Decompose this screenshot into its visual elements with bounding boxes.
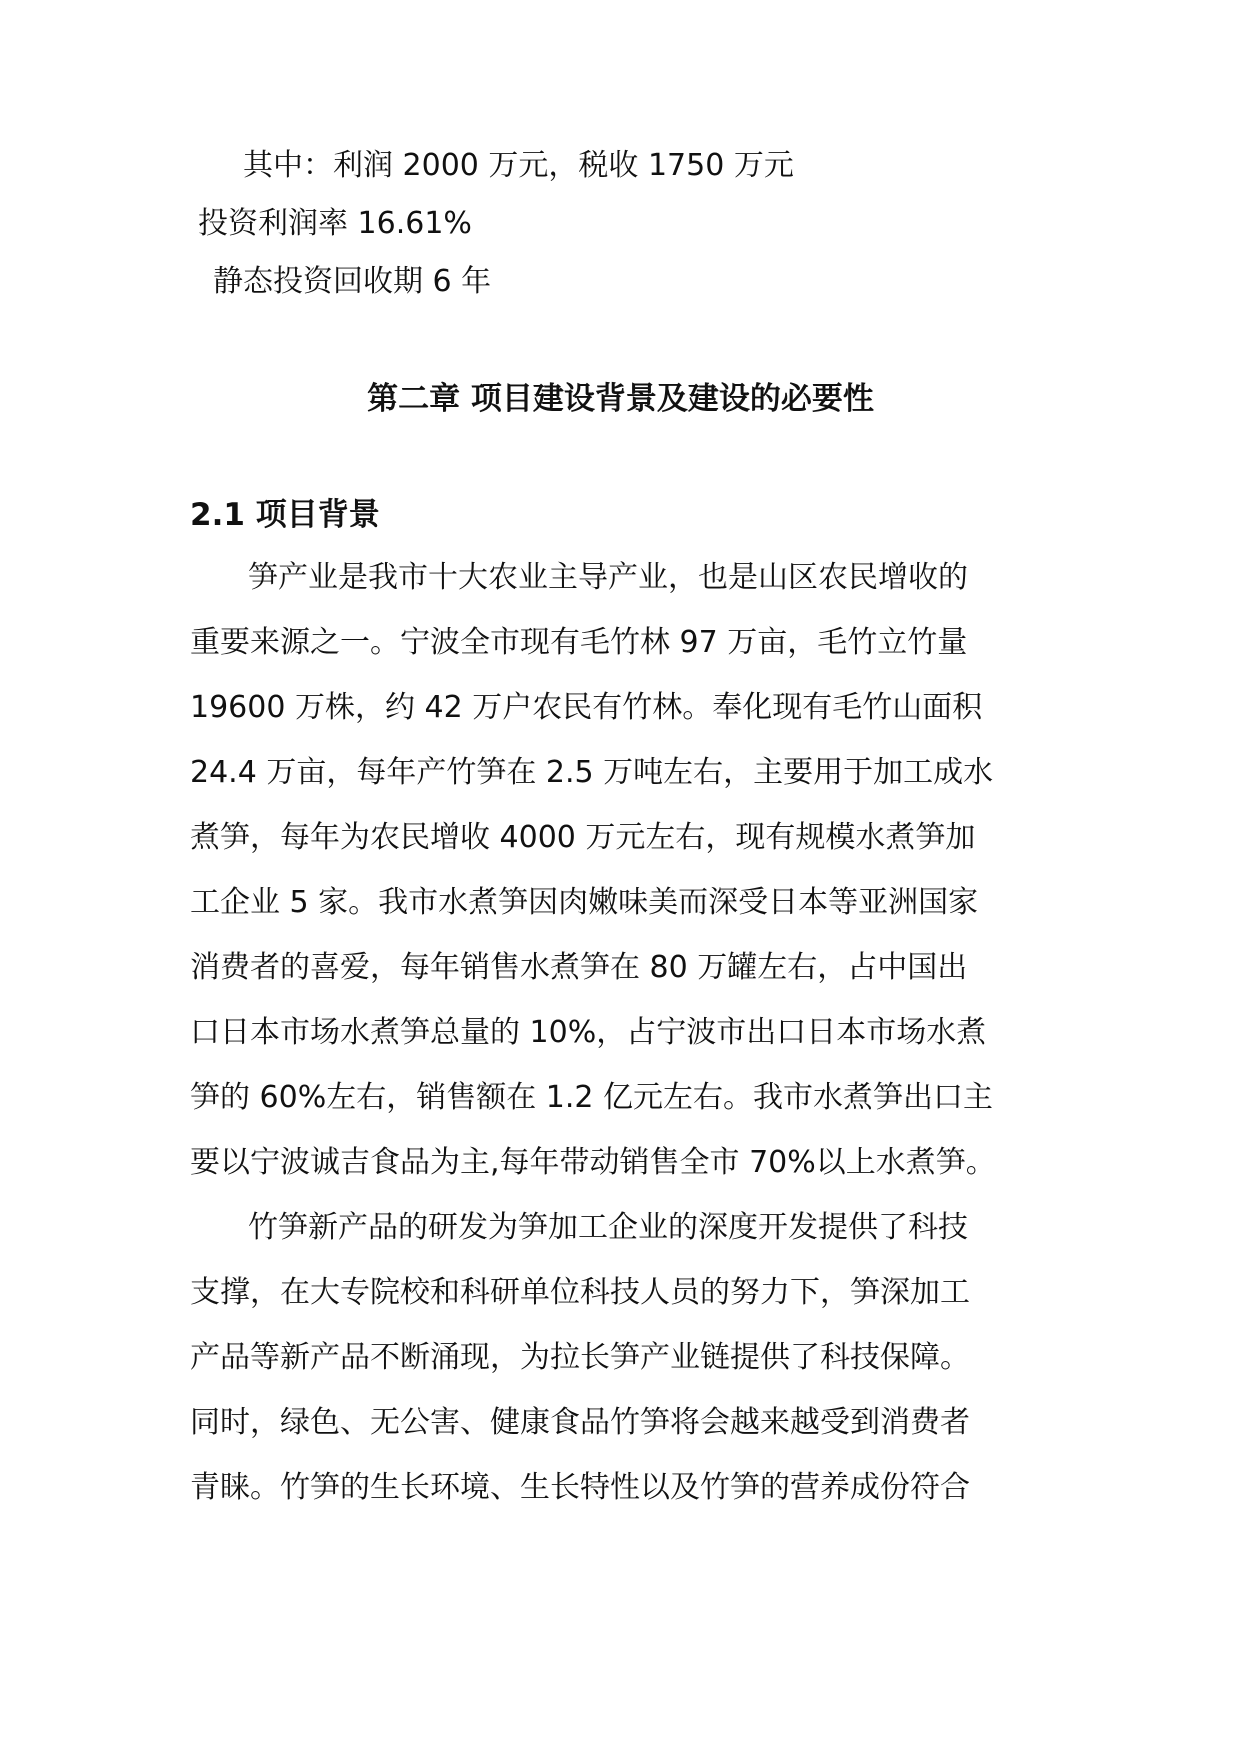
section-title: 2.1 项目背景 <box>190 497 380 533</box>
paragraph-line: 支撑，在大专院校和科研单位科技人员的努力下，笋深加工 <box>190 1275 970 1310</box>
roi-line: 投资利润率 16.61% <box>198 206 472 241</box>
paragraph-line: 工企业 5 家。我市水煮笋因肉嫩味美而深受日本等亚洲国家 <box>190 885 979 920</box>
paragraph-line: 竹笋新产品的研发为笋加工企业的深度开发提供了科技 <box>248 1210 968 1245</box>
chapter-title: 第二章 项目建设背景及建设的必要性 <box>367 381 874 417</box>
payback-line: 静态投资回收期 6 年 <box>213 264 492 299</box>
paragraph-line: 重要来源之一。宁波全市现有毛竹林 97 万亩，毛竹立竹量 <box>190 625 968 660</box>
profit-tax-line: 其中：利润 2000 万元，税收 1750 万元 <box>243 148 794 183</box>
paragraph-1 <box>190 545 1060 1195</box>
paragraph-line: 煮笋，每年为农民增收 4000 万元左右，现有规模水煮笋加 <box>190 820 976 855</box>
paragraph-line: 要以宁波诚吉食品为主,每年带动销售全市 70%以上水煮笋。 <box>190 1145 996 1180</box>
paragraph-line: 产品等新产品不断涌现，为拉长笋产业链提供了科技保障。 <box>190 1340 970 1375</box>
paragraph-2 <box>190 1195 1060 1520</box>
paragraph-line: 青睐。竹笋的生长环境、生长特性以及竹笋的营养成份符合 <box>190 1470 970 1505</box>
paragraph-line: 同时，绿色、无公害、健康食品竹笋将会越来越受到消费者 <box>190 1405 970 1440</box>
paragraph-line: 笋的 60%左右，销售额在 1.2 亿元左右。我市水煮笋出口主 <box>190 1080 993 1115</box>
paragraph-line: 消费者的喜爱，每年销售水煮笋在 80 万罐左右，占中国出 <box>190 950 968 985</box>
paragraph-line: 19600 万株，约 42 万户农民有竹林。奉化现有毛竹山面积 <box>190 690 983 725</box>
paragraph-line: 24.4 万亩，每年产竹笋在 2.5 万吨左右，主要用于加工成水 <box>190 755 994 790</box>
paragraph-line: 口日本市场水煮笋总量的 10%，占宁波市出口日本市场水煮 <box>190 1015 987 1050</box>
paragraph-line: 笋产业是我市十大农业主导产业，也是山区农民增收的 <box>248 560 968 595</box>
